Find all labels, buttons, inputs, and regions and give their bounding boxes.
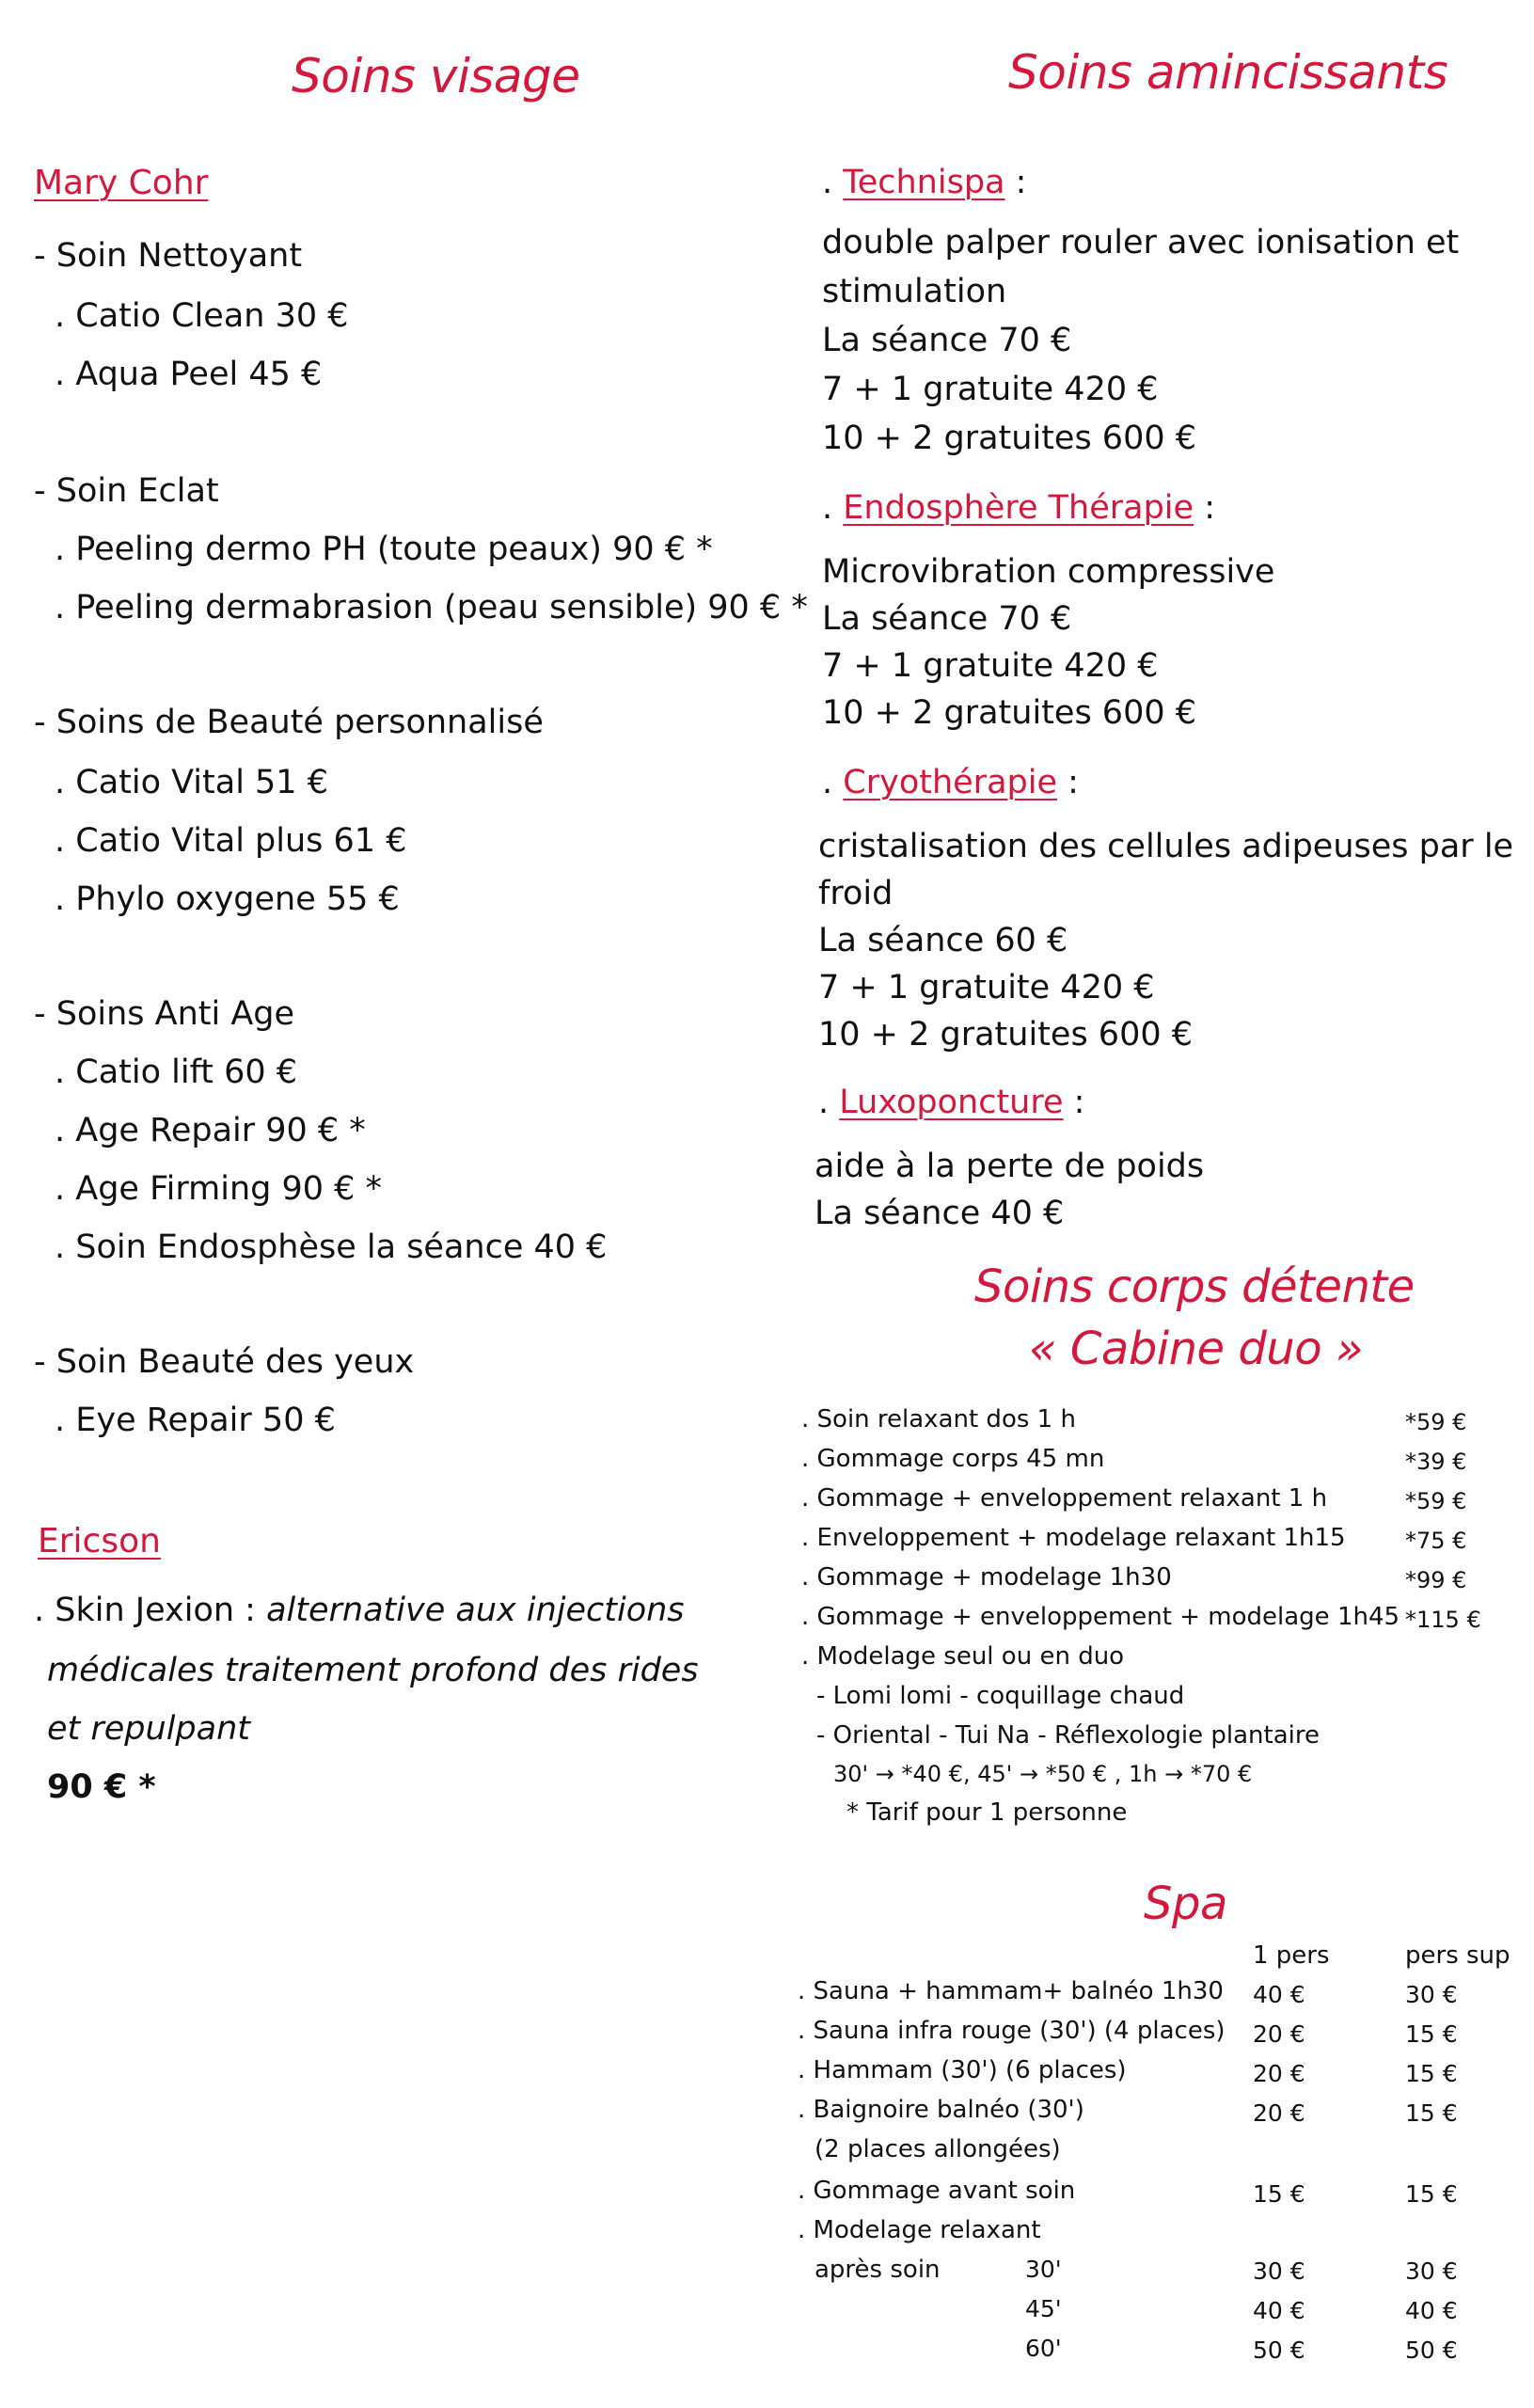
skin-jexion-desc: alternative aux injections: [266, 1592, 685, 1629]
spa-duration: 60': [1025, 2335, 1062, 2362]
detente-price: *115 €: [1405, 1607, 1481, 1633]
spa-row-subtext: après soin: [814, 2256, 941, 2284]
spa-title: Spa: [1144, 1877, 1227, 1930]
technispa-heading: [822, 164, 1026, 201]
technispa-price-2: 7 + 1 gratuite 420 €: [822, 371, 1159, 408]
endosphere-price-3: 10 + 2 gratuites 600 €: [822, 694, 1197, 732]
spa-row-name: . Sauna infra rouge (30') (4 places): [798, 2017, 1226, 2045]
endosphere-price-1: La séance 70 €: [822, 600, 1072, 638]
detente-price: *99 €: [1405, 1567, 1467, 1593]
technispa-price-1: La séance 70 €: [822, 322, 1072, 359]
spa-col-header-1: 1 pers: [1253, 1941, 1330, 1970]
list-item: . Peeling dermo PH (toute peaux) 90 € *: [55, 531, 713, 568]
soins-amincissants-title: Soins amincissants: [1008, 45, 1448, 100]
list-item: . Catio Vital plus 61 €: [55, 822, 407, 860]
detente-item: . Enveloppement + modelage relaxant 1h15: [801, 1524, 1346, 1552]
list-item: . Catio lift 60 €: [55, 1054, 298, 1091]
cryo-price-1: La séance 60 €: [818, 922, 1068, 959]
spa-row-name: . Hammam (30') (6 places): [798, 2056, 1127, 2084]
luxo-price-1: La séance 40 €: [814, 1195, 1065, 1232]
list-item: . Age Firming 90 € *: [55, 1170, 383, 1208]
skin-jexion-desc-3: et repulpant: [47, 1710, 250, 1748]
detente-extra: 30' → *40 €, 45' → *50 € , 1h → *70 €: [833, 1761, 1253, 1787]
skin-jexion-desc-2: médicales traitement profond des rides: [47, 1652, 699, 1689]
detente-item: . Gommage + enveloppement relaxant 1 h: [801, 1484, 1328, 1513]
cryo-heading: [822, 764, 1079, 801]
cryo-desc-2: froid: [818, 875, 894, 912]
endosphere-desc: Microvibration compressive: [822, 553, 1275, 591]
detente-price: *39 €: [1405, 1449, 1467, 1475]
detente-extra: - Lomi lomi - coquillage chaud: [816, 1682, 1185, 1710]
spa-duration: 45': [1025, 2295, 1062, 2322]
list-item: . Age Repair 90 € *: [55, 1112, 366, 1149]
detente-item: . Soin relaxant dos 1 h: [801, 1405, 1076, 1434]
mary-cohr-brand: Mary Cohr: [34, 164, 209, 202]
spa-row-price: 15 €: [1405, 2180, 1458, 2208]
group-soins-beaute: - Soins de Beauté personnalisé: [34, 704, 544, 741]
colon: :: [1204, 489, 1215, 527]
spa-row-name: . Baignoire balnéo (30'): [798, 2096, 1084, 2124]
list-item: . Catio Clean 30 €: [55, 297, 349, 335]
technispa-price-3: 10 + 2 gratuites 600 €: [822, 420, 1197, 457]
group-soins-anti-age: - Soins Anti Age: [34, 995, 295, 1033]
bullet: .: [822, 764, 833, 801]
spa-row-name: . Gommage avant soin: [798, 2177, 1076, 2205]
cryo-name: Cryothérapie: [843, 764, 1057, 801]
spa-row-price: 20 €: [1253, 2060, 1305, 2087]
bullet: .: [818, 1084, 830, 1121]
colon: :: [1067, 764, 1079, 801]
skin-jexion-name: . Skin Jexion :: [34, 1592, 256, 1629]
list-item: . Peeling dermabrasion (peau sensible) 90 € *: [55, 589, 808, 626]
spa-row-price: 40 €: [1253, 2297, 1305, 2324]
list-item: . Eye Repair 50 €: [55, 1402, 336, 1439]
endosphere-name: Endosphère Thérapie: [843, 489, 1194, 527]
list-item: . Catio Vital 51 €: [55, 764, 328, 801]
group-soin-yeux: - Soin Beauté des yeux: [34, 1343, 415, 1381]
luxo-name: Luxoponcture: [839, 1084, 1064, 1121]
list-item: . Aqua Peel 45 €: [55, 356, 323, 393]
spa-row-price: 15 €: [1253, 2180, 1305, 2208]
endosphere-price-2: 7 + 1 gratuite 420 €: [822, 647, 1159, 685]
spa-row-name: . Sauna + hammam+ balnéo 1h30: [798, 1977, 1224, 2005]
detente-extra: . Modelage seul ou en duo: [801, 1642, 1125, 1671]
soins-detente-title: Soins corps détente: [974, 1260, 1415, 1313]
group-soin-eclat: - Soin Eclat: [34, 472, 219, 510]
detente-price: *75 €: [1405, 1528, 1467, 1554]
list-item: . Phylo oxygene 55 €: [55, 880, 400, 918]
detente-item: . Gommage + enveloppement + modelage 1h45: [801, 1603, 1400, 1631]
spa-col-header-2: pers sup: [1405, 1941, 1510, 1970]
spa-row-price: 30 €: [1253, 2258, 1305, 2285]
skin-jexion-line: [34, 1592, 685, 1629]
detente-price: *59 €: [1405, 1409, 1467, 1435]
spa-row-price: 30 €: [1405, 1981, 1458, 2008]
cabine-duo-title: « Cabine duo »: [1029, 1323, 1363, 1375]
spa-duration: 30': [1025, 2256, 1062, 2283]
spa-row-price: 20 €: [1253, 2099, 1305, 2127]
bullet: .: [822, 489, 833, 527]
list-item: . Soin Endosphèse la séance 40 €: [55, 1228, 608, 1266]
detente-footnote: * Tarif pour 1 personne: [846, 1798, 1128, 1827]
ericson-brand: Ericson: [38, 1522, 161, 1560]
bullet: .: [822, 164, 833, 201]
endosphere-heading: [822, 489, 1215, 527]
cryo-desc: cristalisation des cellules adipeuses par le: [818, 828, 1514, 865]
spa-row-price: 20 €: [1253, 2020, 1305, 2048]
group-soin-nettoyant: - Soin Nettoyant: [34, 237, 303, 275]
detente-item: . Gommage corps 45 mn: [801, 1445, 1105, 1473]
spa-row-price: 15 €: [1405, 2060, 1458, 2087]
detente-price: *59 €: [1405, 1488, 1467, 1514]
spa-row-price: 50 €: [1405, 2337, 1458, 2364]
cryo-price-2: 7 + 1 gratuite 420 €: [818, 969, 1155, 1006]
technispa-desc-2: stimulation: [822, 273, 1007, 310]
cryo-price-3: 10 + 2 gratuites 600 €: [818, 1016, 1194, 1054]
luxo-heading: [818, 1084, 1084, 1121]
spa-row-price: 15 €: [1405, 2099, 1458, 2127]
luxo-desc: aide à la perte de poids: [814, 1148, 1205, 1185]
soins-visage-title: Soins visage: [292, 49, 580, 103]
spa-row-price: 15 €: [1405, 2020, 1458, 2048]
colon: :: [1073, 1084, 1085, 1121]
spa-row-price: 40 €: [1405, 2297, 1458, 2324]
detente-extra: - Oriental - Tui Na - Réflexologie plantaire: [816, 1721, 1320, 1750]
technispa-name: Technispa: [843, 164, 1005, 201]
spa-row-price: 40 €: [1253, 1981, 1305, 2008]
technispa-desc: double palper rouler avec ionisation et: [822, 224, 1460, 261]
skin-jexion-price: 90 € *: [47, 1768, 156, 1806]
spa-row-price: 50 €: [1253, 2337, 1305, 2364]
spa-row-subtext: (2 places allongées): [814, 2135, 1061, 2163]
spa-row-price: 30 €: [1405, 2258, 1458, 2285]
spa-row-name: . Modelage relaxant: [798, 2216, 1041, 2244]
detente-item: . Gommage + modelage 1h30: [801, 1563, 1172, 1592]
colon: :: [1015, 164, 1027, 201]
